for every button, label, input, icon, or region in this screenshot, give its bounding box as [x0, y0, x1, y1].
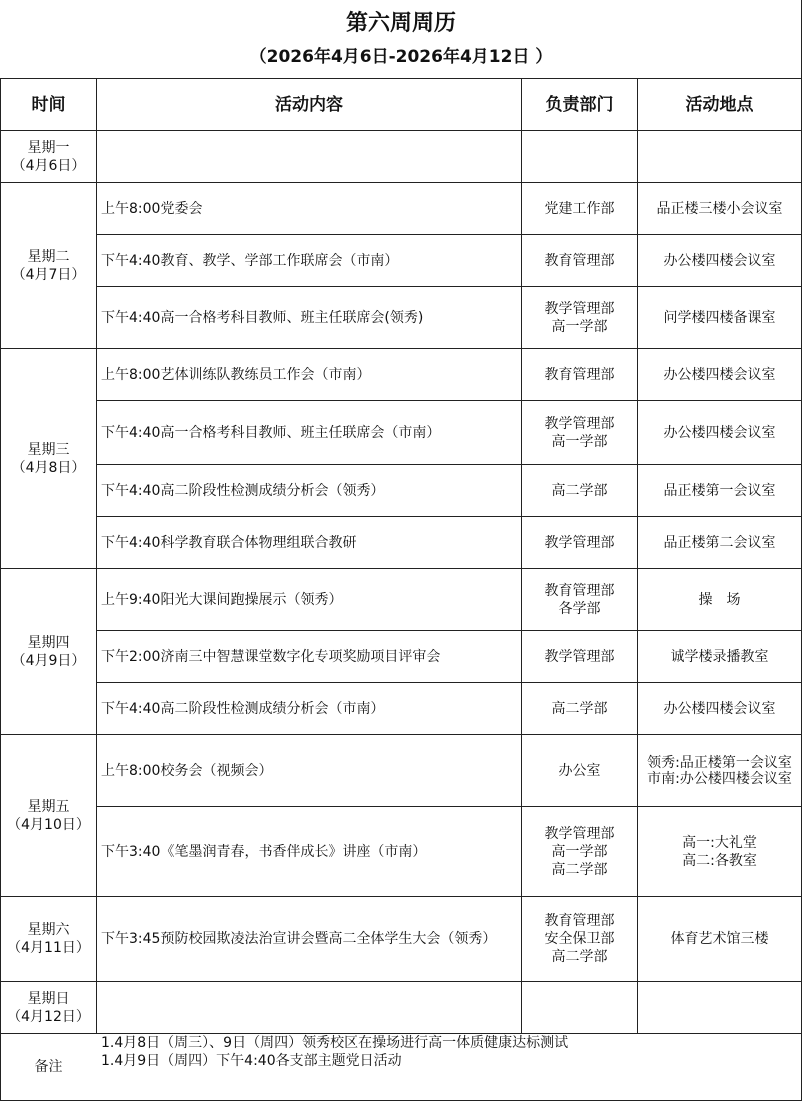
responsible-dept: [522, 569, 637, 630]
activity-content: 下午4:40教育、教学、学部工作联席会（市南）: [101, 252, 399, 269]
responsible-dept: [522, 735, 637, 806]
place-line: 高二:各教室: [682, 852, 757, 869]
day-saturday: [1, 897, 96, 981]
day-name: 星期二: [27, 248, 70, 265]
dept-line: 高二学部: [551, 482, 608, 499]
dept-line: 高一学部: [551, 433, 608, 450]
day-date: （4月11日）: [7, 940, 90, 956]
activity-place: [638, 183, 801, 234]
activity-place: [638, 897, 801, 981]
header-content: 活动内容: [275, 94, 343, 115]
day-date: （4月10日）: [7, 816, 90, 833]
day-name: 星期四: [27, 634, 70, 651]
page-title: 第六周周历: [345, 10, 456, 36]
day-name: 星期三: [27, 441, 70, 458]
notes-label: 备注: [34, 1059, 63, 1075]
activity-content: 下午4:40高二阶段性检测成绩分析会（市南）: [101, 700, 385, 717]
day-thursday: [1, 569, 96, 734]
date-range-subtitle: （2026年4月6日-2026年4月12日 ）: [249, 47, 553, 67]
dept-line: 高一学部: [551, 318, 608, 335]
day-name: 星期六: [27, 922, 70, 938]
responsible-dept: [522, 465, 637, 516]
day-name: 星期一: [27, 139, 70, 156]
activity-place: [638, 349, 801, 400]
dept-line: 教学管理部: [544, 415, 615, 432]
place-line: 办公楼四楼会议室: [663, 366, 776, 383]
day-name: 星期日: [27, 990, 70, 1007]
place-line: 品正楼第一会议室: [663, 482, 776, 499]
activity-content: 下午4:40科学教育联合体物理组联合教研: [101, 534, 357, 551]
day-sunday: [1, 982, 96, 1033]
place-line: 诚学楼录播教室: [670, 648, 769, 665]
place-line: 办公楼四楼会议室: [663, 252, 776, 269]
grid-line: [0, 981, 802, 982]
activity-place: [638, 287, 801, 348]
note-line: 1.4月9日（周四）下午4:40各支部主题党日活动: [101, 1053, 402, 1069]
activity-place: [638, 401, 801, 464]
activity-place: [638, 807, 801, 896]
responsible-dept: [522, 183, 637, 234]
place-line: 体育艺术馆三楼: [670, 931, 769, 947]
dept-line: 高二学部: [551, 700, 608, 717]
day-name: 星期五: [27, 798, 70, 815]
day-wednesday: [1, 349, 96, 568]
dept-line: 高二学部: [551, 861, 608, 878]
place-line: 办公楼四楼会议室: [663, 700, 776, 717]
activity-place: [638, 631, 801, 682]
activity-place: [638, 735, 801, 806]
dept-line: 教育管理部: [544, 582, 615, 599]
place-line: 高一:大礼堂: [682, 834, 757, 851]
responsible-dept: [522, 517, 637, 568]
activity-content: 上午8:00艺体训练队教练员工作会（市南）: [101, 366, 371, 383]
responsible-dept: [522, 631, 637, 682]
activity-content: 下午4:40高一合格考科目教师、班主任联席会(领秀): [101, 309, 424, 326]
dept-line: 教育管理部: [544, 252, 615, 269]
place-line: 问学楼四楼备课室: [663, 309, 776, 326]
responsible-dept: [522, 235, 637, 286]
activity-place: [638, 235, 801, 286]
activity-content: 下午2:00济南三中智慧课堂数字化专项奖励项目评审会: [101, 648, 441, 665]
dept-line: 党建工作部: [544, 200, 615, 217]
day-monday: [1, 131, 96, 182]
place-line: 市南:办公楼四楼会议室: [647, 770, 792, 787]
day-date: （4月8日）: [11, 459, 86, 476]
header-place: 活动地点: [685, 94, 754, 115]
activity-content: 下午3:40《笔墨润青春，书香伴成长》讲座（市南）: [101, 843, 427, 860]
activity-content: 下午3:45预防校园欺凌法治宣讲会暨高二全体学生大会（领秀）: [101, 931, 497, 947]
activity-place: [638, 465, 801, 516]
responsible-dept: [522, 897, 637, 981]
responsible-dept: [522, 683, 637, 734]
activity-place: [638, 569, 801, 630]
dept-line: 教学管理部: [544, 825, 615, 842]
responsible-dept: [522, 349, 637, 400]
activity-place: [638, 683, 801, 734]
responsible-dept: [522, 807, 637, 896]
place-line: 领秀:品正楼第一会议室: [647, 754, 792, 771]
dept-line: 安全保卫部: [544, 931, 615, 947]
day-friday: [1, 735, 96, 896]
place-line: 品正楼三楼小会议室: [656, 200, 783, 217]
day-date: （4月6日）: [11, 157, 86, 174]
day-date: （4月9日）: [11, 652, 86, 669]
activity-content: 下午4:40高一合格考科目教师、班主任联席会（市南）: [101, 424, 441, 441]
place-line: 办公楼四楼会议室: [663, 424, 776, 441]
dept-line: 各学部: [558, 600, 601, 617]
activity-content: 上午8:00党委会: [101, 200, 203, 217]
place-line: 操 场: [698, 591, 741, 608]
header-dept: 负责部门: [545, 94, 614, 115]
dept-line: 高一学部: [551, 843, 608, 860]
activity-content: 下午4:40高二阶段性检测成绩分析会（领秀）: [101, 482, 385, 499]
day-date: （4月12日）: [7, 1008, 90, 1025]
place-line: 品正楼第二会议室: [663, 534, 776, 551]
grid-line: [0, 130, 802, 131]
grid-line: [0, 1100, 802, 1101]
header-time: 时间: [31, 94, 66, 115]
activity-content: 上午8:00校务会（视频会）: [101, 762, 273, 779]
dept-line: 办公室: [558, 762, 601, 779]
dept-line: 教学管理部: [544, 648, 615, 665]
dept-line: 教学管理部: [544, 300, 615, 317]
responsible-dept: [522, 401, 637, 464]
notes-content: [97, 1034, 801, 1100]
day-date: （4月7日）: [11, 266, 86, 283]
activity-content: 上午9:40阳光大课间跑操展示（领秀）: [101, 591, 343, 608]
dept-line: 高二学部: [551, 949, 608, 965]
dept-line: 教育管理部: [544, 913, 615, 929]
dept-line: 教学管理部: [544, 534, 615, 551]
dept-line: 教育管理部: [544, 366, 615, 383]
responsible-dept: [522, 287, 637, 348]
day-tuesday: [1, 183, 96, 348]
note-line: 1.4月8日（周三）、9日（周四）领秀校区在操场进行高一体质健康达标测试: [101, 1035, 569, 1051]
activity-place: [638, 517, 801, 568]
